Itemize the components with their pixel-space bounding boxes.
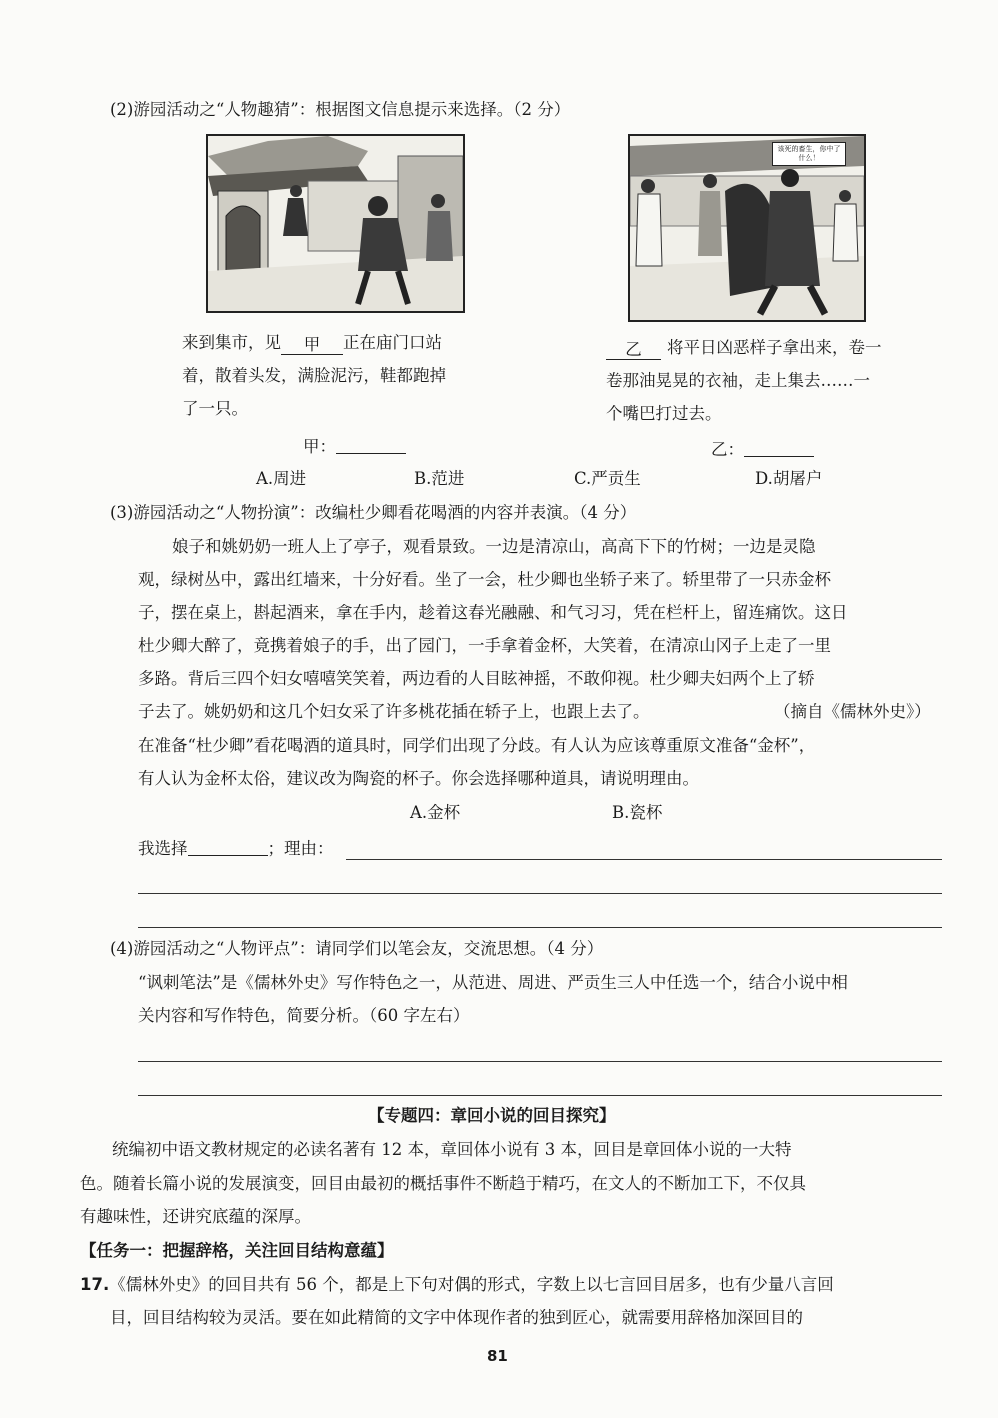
q4-answer-line-2[interactable] bbox=[138, 1095, 942, 1096]
choose-blank[interactable] bbox=[188, 840, 268, 856]
illustration-right bbox=[628, 134, 866, 322]
reason-line-3[interactable] bbox=[138, 927, 942, 928]
q3-answer-row: 我选择 ；理由： bbox=[138, 839, 334, 858]
q2-option-d[interactable]: D.胡屠户 bbox=[755, 469, 823, 488]
answer-jia-blank[interactable] bbox=[336, 438, 406, 454]
q3-heading: (3)游园活动之“人物扮演”：改编杜少卿看花喝酒的内容并表演。（4 分） bbox=[110, 503, 637, 522]
q4-line1: “讽刺笔法”是《儒林外史》写作特色之一，从范进、周进、严贡生三人中任选一个，结合小说中相 bbox=[138, 973, 848, 992]
speech-bubble: 该死的畜生，你中了什么！ bbox=[772, 142, 846, 166]
blank-jia: 甲 bbox=[281, 337, 343, 355]
page-number: 81 bbox=[487, 1347, 508, 1365]
answer-yi: 乙： bbox=[711, 441, 814, 459]
q3-option-a[interactable]: A.金杯 bbox=[410, 803, 461, 822]
q4-answer-line-1[interactable] bbox=[138, 1061, 942, 1062]
illustration-left bbox=[206, 134, 465, 313]
q17-number: 17. bbox=[80, 1275, 110, 1294]
task1-title: 【任务一：把握辞格，关注回目结构意蕴】 bbox=[80, 1241, 394, 1260]
q3-passage-line2: 观，绿树丛中，露出红墙来，十分好看。坐了一会，杜少卿也坐轿子来了。轿里带了一只赤金杯 bbox=[138, 570, 831, 589]
right-caption-line3: 个嘴巴打过去。 bbox=[606, 404, 722, 423]
reason-line-2[interactable] bbox=[138, 893, 942, 894]
q3-prompt-line2: 有人认为金杯太俗，建议改为陶瓷的杯子。你会选择哪种道具，请说明理由。 bbox=[138, 769, 699, 788]
right-caption-line1: 乙 将平日凶恶样子拿出来，卷一 bbox=[606, 340, 882, 360]
q2-option-c[interactable]: C.严贡生 bbox=[574, 469, 641, 488]
right-caption-line2: 卷那油晃晃的衣袖，走上集去……一 bbox=[606, 371, 870, 390]
q3-passage-line4: 杜少卿大醉了，竟携着娘子的手，出了园门，一手拿着金杯，大笑着，在清凉山冈子上走了一里 bbox=[138, 636, 831, 655]
q3-passage-line3: 子，摆在桌上，斟起酒来，拿在手内，趁着这春光融融、和气习习，凭在栏杆上，留连痛饮。这日 bbox=[138, 603, 848, 622]
q4-heading: (4)游园活动之“人物评点”：请同学们以笔会友，交流思想。（4 分） bbox=[110, 939, 604, 958]
q2-option-a[interactable]: A.周进 bbox=[256, 469, 307, 488]
q3-option-b[interactable]: B.瓷杯 bbox=[612, 803, 663, 822]
q4-line2: 关内容和写作特色，简要分析。（60 字左右） bbox=[138, 1006, 470, 1025]
topic4-para-line1: 统编初中语文教材规定的必读名著有 12 本，章回体小说有 3 本，回目是章回体小说的一大特 bbox=[112, 1140, 792, 1159]
q3-passage-line6: 子去了。姚奶奶和这几个妇女采了许多桃花插在轿子上，也跟上去了。 bbox=[138, 702, 650, 721]
q3-source: （摘自《儒林外史》） bbox=[774, 702, 931, 721]
left-caption-line3: 了一只。 bbox=[182, 399, 248, 418]
reason-line-1[interactable] bbox=[346, 859, 942, 860]
topic4-para-line3: 有趣味性，还讲究底蕴的深厚。 bbox=[80, 1207, 311, 1226]
topic4-title: 【专题四：章回小说的回目探究】 bbox=[368, 1106, 616, 1125]
q2-option-b[interactable]: B.范进 bbox=[414, 469, 465, 488]
left-caption-line1: 来到集市，见 甲 正在庙门口站 bbox=[182, 333, 442, 354]
left-caption-line2: 着，散着头发，满脸泥污，鞋都跑掉 bbox=[182, 366, 446, 385]
q3-prompt-line1: 在准备“杜少卿”看花喝酒的道具时，同学们出现了分歧。有人认为应该尊重原文准备“金杯”， bbox=[138, 736, 816, 755]
topic4-para-line2: 色。随着长篇小说的发展演变，回目由最初的概括事件不断趋于精巧，在文人的不断加工下，不仅具 bbox=[80, 1174, 806, 1193]
q3-passage-line1: 娘子和姚奶奶一班人上了亭子，观看景致。一边是清凉山，高高下下的竹树；一边是灵隐 bbox=[172, 537, 816, 556]
blank-yi: 乙 bbox=[606, 342, 661, 360]
temple-scene-image bbox=[208, 136, 463, 311]
answer-jia: 甲： bbox=[303, 438, 406, 456]
q2-heading: (2)游园活动之“人物趣猜”：根据图文信息提示来选择。（2 分） bbox=[110, 100, 571, 119]
q17-line2: 目，回目结构较为灵活。要在如此精简的文字中体现作者的独到匠心，就需要用辞格加深回目的 bbox=[110, 1308, 803, 1327]
answer-yi-blank[interactable] bbox=[744, 441, 814, 457]
q3-passage-line5: 多路。背后三四个妇女嘻嘻笑笑着，两边看的人目眩神摇，不敢仰视。杜少卿夫妇两个上了轿 bbox=[138, 669, 815, 688]
q17-line1: 17.《儒林外史》的回目共有 56 个，都是上下句对偶的形式，字数上以七言回目居多，也有少量八言回 bbox=[80, 1275, 834, 1294]
